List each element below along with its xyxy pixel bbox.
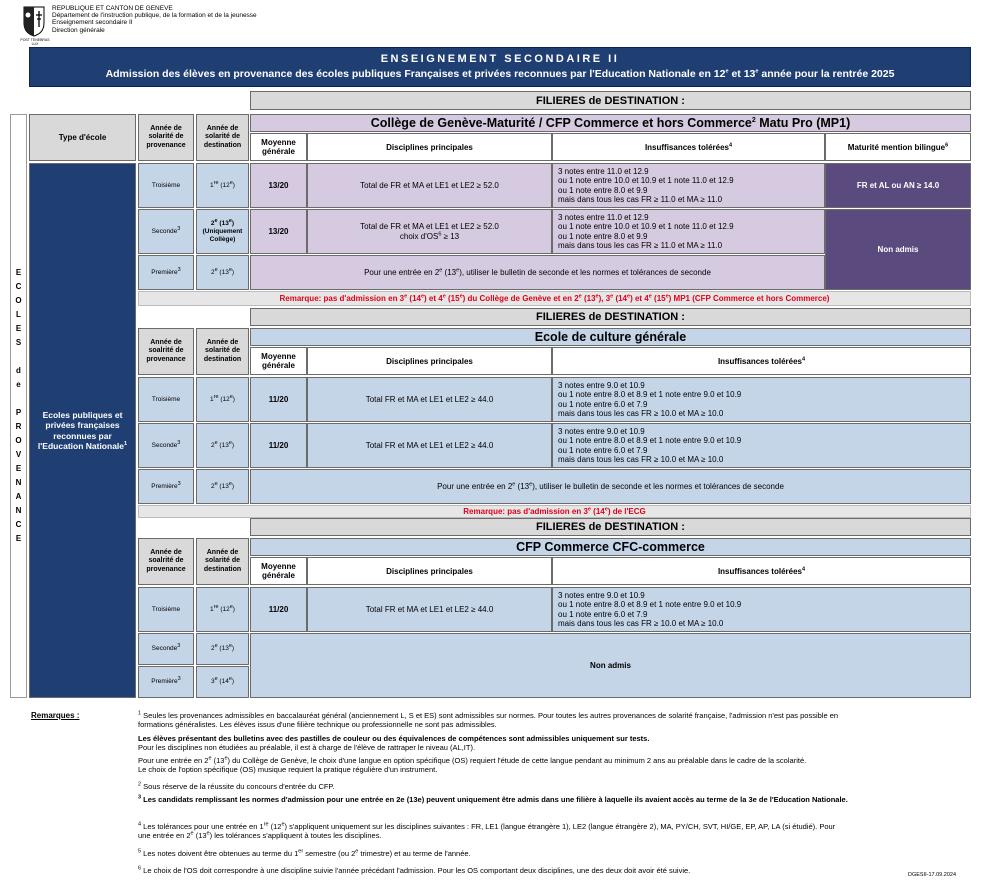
ecg-row2-dest: 2e (13e) bbox=[196, 423, 249, 468]
footer-code: DGESII-17.09.2024 bbox=[908, 872, 957, 878]
college-row2-moyenne: 13/20 bbox=[250, 209, 307, 254]
college-row2-prov: Seconde$^3$ bbox=[138, 209, 194, 254]
moyenne-header-3: Moyenne générale bbox=[250, 557, 307, 585]
note-3: $^3$ Les candidats remplissant les normes d'admission pour une entrée en 2e (13e) peuvent uniquement être admis dans une filière à laquelle ils avaient accès au terme de la 3e de l'Education Nationale. bbox=[138, 794, 848, 804]
crest-motto: POST TENEBRAS LUX bbox=[20, 38, 50, 46]
disciplines-header-1: Disciplines principales bbox=[307, 133, 552, 161]
org-line-1: REPUBLIQUE ET CANTON DE GENEVE bbox=[52, 5, 173, 12]
school-type-cell bbox=[29, 163, 136, 698]
ecg-row3-text: Pour une entrée en 2e (13e), utiliser le bulletin de seconde et les normes et tolérances de seconde bbox=[250, 469, 971, 504]
filieres-header-1: FILIERES de DESTINATION : bbox=[250, 91, 971, 110]
ecg-row2-prov: Seconde$^3$ bbox=[138, 423, 194, 468]
college-row1-bilingue: FR et AL ou AN ≥ 14.0 bbox=[825, 163, 971, 208]
college-row1-disc: Total de FR et MA et LE1 et LE2 ≥ 52.0 bbox=[307, 163, 552, 208]
cfp-row2-prov: Seconde$^3$ bbox=[138, 633, 194, 665]
ecg-row3-prov: Première$^3$ bbox=[138, 469, 194, 504]
note-2: $^2$ Sous réserve de la réussite du concours d'entrée du CFP. bbox=[138, 781, 335, 791]
college-bilingue-non-admis: Non admis bbox=[825, 209, 971, 290]
college-row1-prov: Troisième bbox=[138, 163, 194, 208]
ecg-row2-tol: 3 notes entre 9.0 et 10.9 ou 1 note entre 8.0 et 8.9 et 1 note entre 9.0 et 10.9 ou 1 note entre 6.0 et 7.9 mais dans tous les cas FR ≥ 10.0 et MA ≥ 10.0 bbox=[552, 423, 971, 468]
college-row1-moyenne: 13/20 bbox=[250, 163, 307, 208]
annee-prov-header-1: Année de solarité de provenance bbox=[138, 114, 194, 161]
org-line-3: Enseignement secondaire II bbox=[52, 19, 133, 27]
geneva-crest-icon bbox=[22, 5, 46, 37]
note-6: $^6$ Le choix de l'OS doit correspondre à une discipline suivie l'année précédant l'admission. Pour les OS comportant deux disciplines, une des deux doit avoir été suivie. bbox=[138, 865, 691, 875]
vertical-label-box bbox=[10, 114, 27, 698]
college-row3-dest: 2e (13e) bbox=[196, 255, 249, 290]
page-title: ENSEIGNEMENT SECONDAIRE II bbox=[380, 53, 620, 65]
cfp-row2-dest: 2e (13e) bbox=[196, 633, 249, 665]
ecg-row2-disc: Total FR et MA et LE1 et LE2 ≥ 44.0 bbox=[307, 423, 552, 468]
college-row1-tol: 3 notes entre 11.0 et 12.9 ou 1 note entre 10.0 et 10.9 et 1 note 11.0 et 12.9 ou 1 note entre 8.0 et 9.9 mais dans tous les cas FR ≥ 11.0 et MA ≥ 11.0 bbox=[552, 163, 825, 208]
college-title: Collège de Genève-Maturité / CFP Commerce et hors Commerce$^2$ Matu Pro (MP1) bbox=[250, 114, 971, 132]
bilingue-header: Maturité mention bilingue$^6$ bbox=[825, 133, 971, 161]
note-1c: Pour les disciplines non étudiées au préalable, il est à charge de l'élève de rattraper le niveau (AL,IT). bbox=[138, 743, 476, 752]
cfp-non-admis: Non admis bbox=[250, 633, 971, 698]
insuffisances-header-1: Insuffisances tolérées$^4$ bbox=[552, 133, 825, 161]
org-line-2: Département de l'instruction publique, de la formation et de la jeunesse bbox=[52, 12, 257, 20]
disciplines-header-3: Disciplines principales bbox=[307, 557, 552, 585]
org-line-4: Direction générale bbox=[52, 26, 105, 34]
cfp-title: CFP Commerce CFC-commerce bbox=[250, 538, 971, 556]
college-row2-dest: 2e (13e) (Uniquement Collège) bbox=[196, 209, 249, 254]
college-row1-dest: 1re (12e) bbox=[196, 163, 249, 208]
ecg-row1-prov: Troisième bbox=[138, 377, 194, 422]
annee-prov-header-2: Année de soalrité de provenance bbox=[138, 328, 194, 375]
cfp-row1-dest: 1re (12e) bbox=[196, 587, 249, 632]
moyenne-header-2: Moyenne générale bbox=[250, 347, 307, 375]
ecg-row3-dest: 2e (13e) bbox=[196, 469, 249, 504]
remarques-label: Remarques : bbox=[31, 711, 80, 720]
ecg-row1-disc: Total FR et MA et LE1 et LE2 ≥ 44.0 bbox=[307, 377, 552, 422]
cfp-row1-tol: 3 notes entre 9.0 et 10.9 ou 1 note entre 8.0 et 8.9 et 1 note entre 9.0 et 10.9 ou 1 note entre 6.0 et 7.9 mais dans tous les cas FR ≥ 10.0 et MA ≥ 10.0 bbox=[552, 587, 971, 632]
annee-dest-header-1: Année de solarité de destination bbox=[196, 114, 249, 161]
type-ecole-label: Type d'école bbox=[58, 133, 107, 142]
insuffisances-header-3: Insuffisances tolérées$^4$ bbox=[552, 557, 971, 585]
note-1b: Les élèves présentant des bulletins avec des pastilles de couleur ou des équivalences de compétences sont admissibles uniquement sur tests. bbox=[138, 734, 650, 743]
college-row2-disc: Total de FR et MA et LE1 et LE2 ≥ 52.0 choix $d'OS^6 \ge 13$ bbox=[307, 209, 552, 254]
page-subtitle: Admission des élèves en provenance des écoles publiques Françaises et privées reconnues par l'Education Nationale en 12e et 13e année pour la rentrée 2025 bbox=[105, 68, 895, 80]
org-lines bbox=[52, 5, 257, 34]
filieres-header-3: FILIERES de DESTINATION : bbox=[250, 518, 971, 536]
note-1d: Pour une entrée en 2e (13e) du Collège de Genève, le choix d'une langue en option spécifique (OS) requiert l'étude de cette langue pendant au minimum 2 ans au préalable dans le cadre de la scolarité. Le choix de l'option spécifique (OS) musique requiert la pratique régulière d'un instrument. bbox=[138, 755, 807, 775]
school-type-label: Ecoles publiques et privées françaises reconnues par l'Education Nationale$^1$ bbox=[37, 409, 128, 451]
cfp-row1-prov: Troisième bbox=[138, 587, 194, 632]
annee-prov-header-3: Année de soalrité de provenance bbox=[138, 538, 194, 585]
ecg-row1-moyenne: 11/20 bbox=[250, 377, 307, 422]
ecg-row2-moyenne: 11/20 bbox=[250, 423, 307, 468]
moyenne-header-1: Moyenne générale bbox=[250, 133, 307, 161]
cfp-row3-prov: Première$^3$ bbox=[138, 666, 194, 698]
type-ecole-header bbox=[29, 114, 136, 161]
filieres-header-2: FILIERES de DESTINATION : bbox=[250, 308, 971, 326]
college-row3-prov: Première$^3$ bbox=[138, 255, 194, 290]
college-row3-text: Pour une entrée en 2e (13e), utiliser le bulletin de seconde et les normes et tolérances de seconde bbox=[250, 255, 825, 290]
annee-dest-header-2: Année de solarité de destination bbox=[196, 328, 249, 375]
cfp-row1-disc: Total FR et MA et LE1 et LE2 ≥ 44.0 bbox=[307, 587, 552, 632]
cfp-row1-moyenne: 11/20 bbox=[250, 587, 307, 632]
college-row2-tol: 3 notes entre 11.0 et 12.9 ou 1 note entre 10.0 et 10.9 et 1 note 11.0 et 12.9 ou 1 note entre 8.0 et 9.9 mais dans tous les cas FR ≥ 11.0 et MA ≥ 11.0 bbox=[552, 209, 825, 254]
note-5: $^5$ Les notes doivent être obtenues au terme du 1er semestre (ou 2e trimestre) et au terme de l'année. bbox=[138, 848, 471, 858]
ecg-row1-tol: 3 notes entre 9.0 et 10.9 ou 1 note entre 8.0 et 8.9 et 1 note entre 9.0 et 10.9 ou 1 note entre 6.0 et 7.9 mais dans tous les cas FR ≥ 10.0 et MA ≥ 10.0 bbox=[552, 377, 971, 422]
ecg-remark: Remarque: pas d'admission en 3e (14e) de l'ECG bbox=[138, 505, 971, 518]
disciplines-header-2: Disciplines principales bbox=[307, 347, 552, 375]
cfp-row3-dest: 3e (14e) bbox=[196, 666, 249, 698]
note-1: $^1$ Seules les provenances admissibles en baccalauréat général (anciennement L, S et ES) sont admissibles sur normes. Pour toutes les autres provenances de solarité française, l'admission n'est pas possible en formations généralistes. Les élèves issus d'une filière technique ou professionnelle ne sont pas admissibles. bbox=[138, 710, 839, 730]
title-banner bbox=[29, 47, 971, 87]
insuffisances-header-2: Insuffisances tolérées$^4$ bbox=[552, 347, 971, 375]
annee-dest-header-3: Année de solarité de destination bbox=[196, 538, 249, 585]
vertical-label: E C O L E S d e P R O V E N A N C E bbox=[15, 268, 22, 543]
college-remark: Remarque: pas d'admission en 3e (14e) et 4e (15e) du Collège de Genève et en 2e (13e), 3e (14e) et 4e (15e) MP1 (CFP Commerce et hors Commerce) bbox=[138, 291, 971, 306]
ecg-title: Ecole de culture générale bbox=[250, 328, 971, 346]
note-4: $^4$ Les tolérances pour une entrée en 1re (12e) s'appliquent uniquement sur les disciplines suivantes : FR, LE1 (langue étrangère 1), LE2 (langue étrangère 2), MA, PY/CH, SVT, HI/GE, EP, AP, LA (si étudié). Pour une entrée en 2e (13e) les tolérances s'appliquent à toutes les disciplines. bbox=[138, 821, 836, 841]
ecg-row1-dest: 1re (12e) bbox=[196, 377, 249, 422]
